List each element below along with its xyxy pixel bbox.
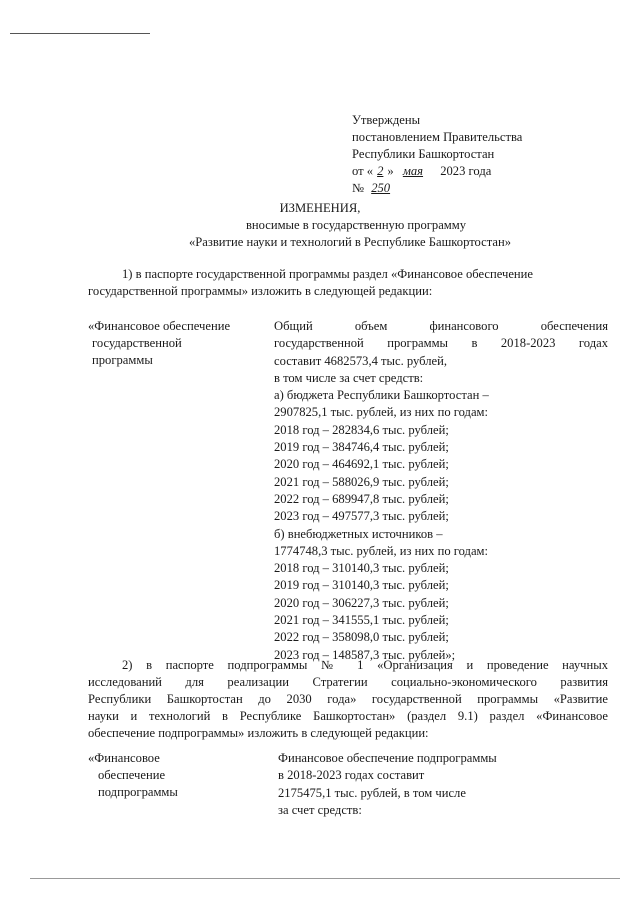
table1-label: «Финансовое обеспечение государственной программы <box>88 319 231 367</box>
table2-content: Финансовое обеспечение подпрограммы в 2018-2023 годах составит 2175475,1 тыс. рублей, в том числе за счет средств: <box>278 751 497 817</box>
paragraph-1: 1) в паспорте государственной программы раздел «Финансовое обеспечение государственной программы» изложить в следующей редакции: <box>88 267 533 298</box>
document-title: ИЗМЕНЕНИЯ, <box>279 201 361 215</box>
approval-date: от « 2 » мая 2023 года <box>352 164 492 178</box>
paragraph-2: 2) в паспорте подпрограммы № 1 «Организация и проведение научных исследований для реализации Стратегии социально-экономического развития Республики Башкортостан до 2030 года» государственной программы «Развитие науки и технологий в Республике Башкортостан» (раздел 9.1) раздел «Финансовое обеспечение подпрограммы» изложить в следующей редакции: <box>88 658 608 740</box>
document-subtitle: вносимые в государственную программу <box>245 218 467 232</box>
approval-line-2: постановлением Правительства <box>352 130 523 144</box>
program-name: «Развитие науки и технологий в Республике Башкортостан» <box>188 235 512 249</box>
table1-intro-1: Общий объем финансового обеспечения <box>274 319 608 333</box>
scan-artifact-bottom <box>30 878 620 879</box>
approval-line-1: Утверждены <box>352 113 421 127</box>
approval-date-month: мая <box>402 164 424 178</box>
approval-number-value: 250 <box>371 181 391 195</box>
table1-content: Общий объем финансового обеспечения государственной программы в 2018-2023 годах составит 4682573,4 тыс. рублей, в том числе за счет средств: а) бюджета Республики Башкортостан – 2907825,1 тыс. рублей, из них по годам: 2018 год – 282834,6 тыс. рублей; 2019 год – 384746,4 тыс. рублей; 2020 год – 464692,1 тыс. рублей; 2021 год – 588026,9 тыс. рублей; 2022 год – 689947,8 тыс. рублей; 2023 год – 497577,3 тыс. рублей; б) внебюджетных источников – 1774748,3 тыс. рублей, из них по годам: 2018 год – 310140,3 тыс. рублей; 2019 год – 310140,3 тыс. рублей; 2020 год – 306227,3 тыс. рублей; 2021 год – 341555,1 тыс. рублей; 2022 год – 358098,0 тыс. рублей; 2023 год – 148587,3 тыс. рублей»; <box>274 319 608 662</box>
approval-number: № 250 <box>352 180 522 197</box>
table2-label: «Финансовое обеспечение подпрограммы <box>88 751 178 799</box>
table1-intro-2: государственной программы в 2018-2023 годах <box>274 336 608 351</box>
scan-artifact-top <box>10 33 150 34</box>
approval-block <box>352 112 522 197</box>
approval-line-3: Республики Башкортостан <box>352 147 495 161</box>
approval-date-day: 2 <box>377 164 384 178</box>
